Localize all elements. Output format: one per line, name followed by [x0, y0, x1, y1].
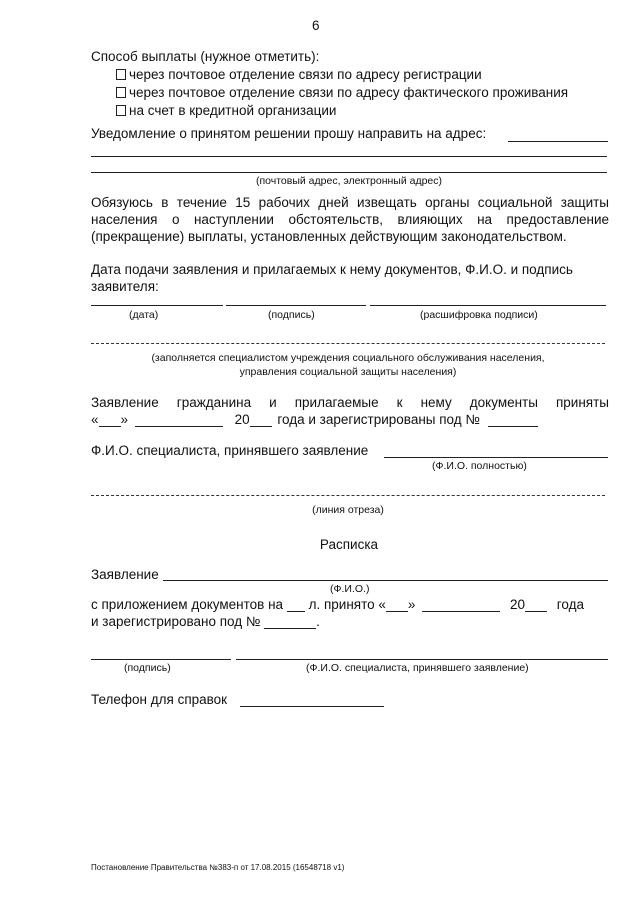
- registration-number-field[interactable]: [488, 426, 538, 427]
- pages-count-field[interactable]: [287, 611, 305, 612]
- specialist-note-line-2: управления социальной защиты населения): [239, 366, 457, 378]
- month-field[interactable]: [135, 426, 223, 427]
- receipt-label: Заявление: [91, 567, 159, 582]
- payment-option-bank[interactable]: на счет в кредитной организации: [116, 103, 336, 119]
- receipt-specialist-caption: (Ф.И.О. специалиста, принявшего заявление): [306, 662, 529, 674]
- submission-line-2: заявителя:: [91, 279, 159, 294]
- payment-option-residence[interactable]: через почтовое отделение связи по адресу фактического проживания: [116, 85, 568, 101]
- address-field-line[interactable]: [508, 141, 608, 142]
- payment-option-registration[interactable]: через почтовое отделение связи по адресу регистрации: [116, 67, 482, 83]
- checkbox[interactable]: [116, 105, 126, 116]
- receipt-specialist-field[interactable]: [236, 659, 608, 660]
- checkbox[interactable]: [116, 69, 126, 80]
- section-divider: [91, 343, 605, 344]
- receipt-day-field[interactable]: [386, 611, 408, 612]
- year-field[interactable]: [250, 426, 272, 427]
- cut-caption: (линия отреза): [312, 504, 384, 516]
- receipt-line-3: и зарегистрировано под № .: [91, 614, 320, 629]
- phone-label: Телефон для справок: [91, 692, 228, 707]
- signature-field-line[interactable]: [226, 305, 366, 306]
- receipt-number-field[interactable]: [264, 628, 316, 629]
- specialist-note-line-1: (заполняется специалистом учреждения социального обслуживания населения,: [151, 352, 545, 364]
- payment-heading: Способ выплаты (нужное отметить):: [91, 49, 320, 64]
- date-caption: (дата): [129, 309, 159, 321]
- receipt-fio-caption: (Ф.И.О.): [330, 583, 370, 595]
- receipt-line-2: с приложением документов на л. принято « » 20 года: [91, 597, 584, 612]
- receipt-fio-field[interactable]: [163, 580, 608, 581]
- cut-line: [91, 495, 605, 496]
- submission-line-1: Дата подачи заявления и прилагаемых к нему документов, Ф.И.О. и подпись: [91, 262, 573, 277]
- specialist-caption: (Ф.И.О. полностью): [432, 460, 527, 472]
- address-field-line-2[interactable]: [91, 156, 607, 157]
- receipt-month-field[interactable]: [422, 611, 500, 612]
- specialist-fio-field[interactable]: [384, 457, 608, 458]
- checkbox[interactable]: [116, 87, 126, 98]
- date-field-line[interactable]: [91, 305, 223, 306]
- address-caption: (почтовый адрес, электронный адрес): [255, 175, 443, 187]
- decode-field-line[interactable]: [370, 305, 606, 306]
- address-field-line-3[interactable]: [91, 172, 607, 173]
- page-number: 6: [312, 18, 320, 33]
- receipt-signature-field[interactable]: [91, 659, 231, 660]
- footer-reference: Постановление Правительства №383-п от 17.08.2015 (16548718 v1): [91, 863, 345, 872]
- accepted-line-2: « » 20 года и зарегистрированы под №: [91, 412, 538, 428]
- decode-caption: (расшифровка подписи): [420, 309, 538, 321]
- accepted-line-1: Заявление гражданина и прилагаемые к нему документы приняты: [91, 395, 609, 410]
- obligation-line-1: Обязуюсь в течение 15 рабочих дней извещать органы социальной защиты: [91, 195, 609, 210]
- day-field[interactable]: [99, 426, 121, 427]
- receipt-year-field[interactable]: [525, 611, 547, 612]
- obligation-line-3: (прекращение) выплаты, установленных действующим законодательством.: [91, 229, 567, 244]
- receipt-signature-caption: (подпись): [124, 662, 171, 674]
- obligation-line-2: населения о наступлении обстоятельств, влияющих на предоставление: [91, 212, 609, 227]
- phone-field[interactable]: [240, 706, 384, 707]
- signature-caption: (подпись): [268, 309, 315, 321]
- notification-label: Уведомление о принятом решении прошу направить на адрес:: [91, 126, 487, 141]
- specialist-label: Ф.И.О. специалиста, принявшего заявление: [91, 443, 369, 458]
- receipt-title: Расписка: [319, 537, 379, 552]
